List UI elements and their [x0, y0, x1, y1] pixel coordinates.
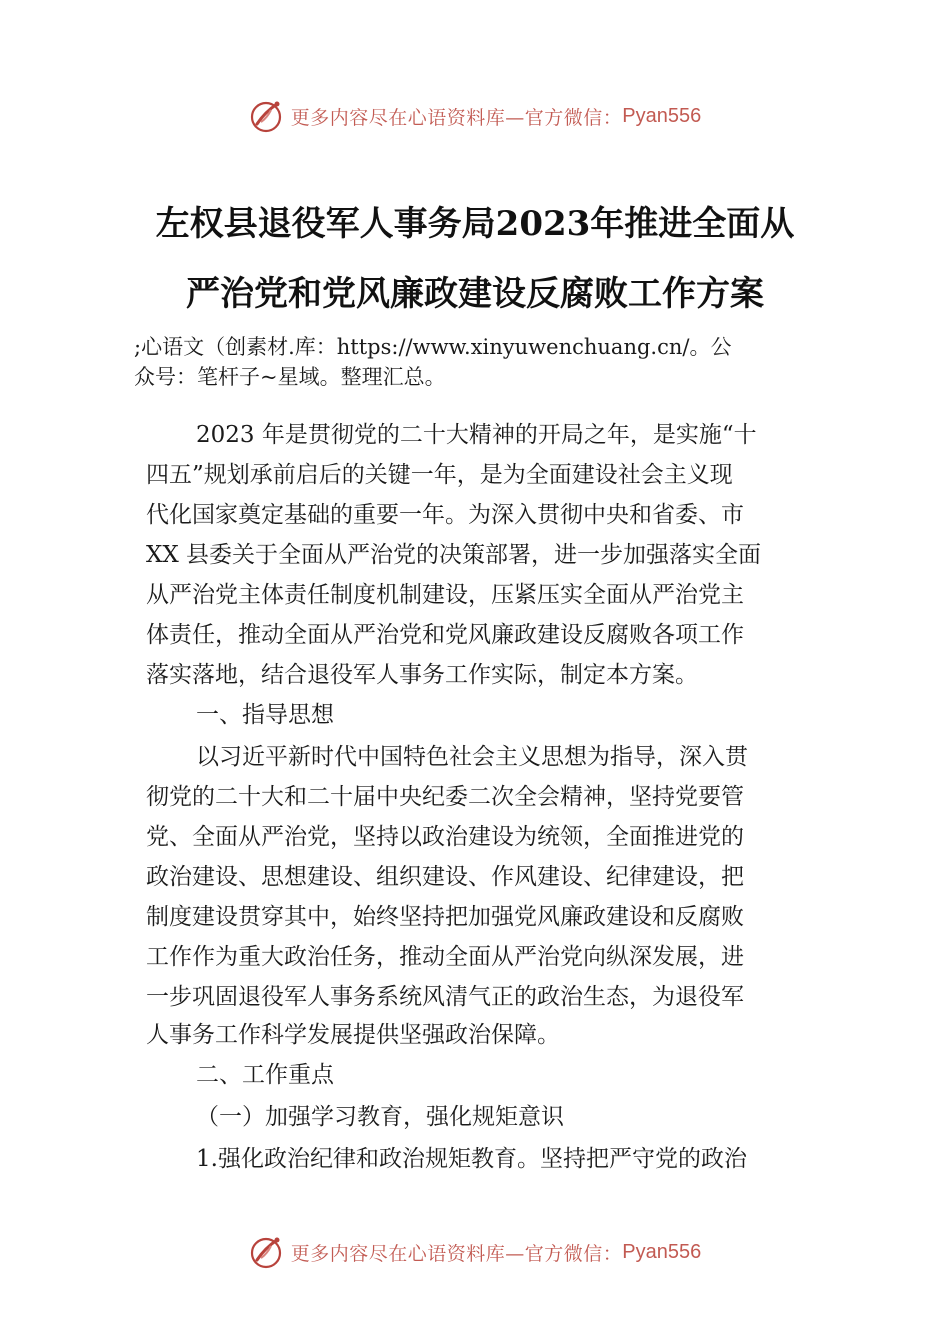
source-note-line-1: ;心语文（创素材.库：https://www.xinyuwenchuang.cn/。公 — [134, 335, 732, 359]
body-line: 四五”规划承前启后的关键一年，是为全面建设社会主义现 — [146, 462, 733, 488]
document-title-line-2: 严治党和党风廉政建设反腐败工作方案 — [186, 274, 764, 314]
body-line: 党、全面从严治党，坚持以政治建设为统领，全面推进党的 — [146, 824, 744, 850]
body-line: 以习近平新时代中国特色社会主义思想为指导，深入贯 — [196, 744, 748, 770]
body-line: 彻党的二十大和二十届中央纪委二次全会精神，坚持党要管 — [146, 784, 744, 810]
body-line: XX 县委关于全面从严治党的决策部署，进一步加强落实全面 — [146, 542, 762, 568]
brush-logo-icon — [249, 1234, 285, 1270]
section-heading-2: 二、工作重点 — [196, 1062, 334, 1088]
body-line: 人事务工作科学发展提供坚强政治保障。 — [146, 1022, 560, 1048]
section-heading-1: 一、指导思想 — [196, 702, 334, 728]
body-line: 从严治党主体责任制度机制建设，压紧压实全面从严治党主 — [146, 582, 744, 608]
body-line: 代化国家奠定基础的重要一年。为深入贯彻中央和省委、市 — [146, 502, 744, 528]
body-line: 工作作为重大政治任务，推动全面从严治党向纵深发展，进 — [146, 944, 744, 970]
body-line: 体责任，推动全面从严治党和党风廉政建设反腐败各项工作 — [146, 622, 744, 648]
banner-wechat-id: Pyan556 — [622, 104, 702, 127]
body-line: 制度建设贯穿其中，始终坚持把加强党风廉政建设和反腐败 — [146, 904, 744, 930]
source-note — [134, 332, 834, 392]
body-line: 落实落地，结合退役军人事务工作实际，制定本方案。 — [146, 662, 698, 688]
banner-text: 更多内容尽在心语资料库—官方微信： — [290, 106, 623, 129]
body-line: 政治建设、思想建设、组织建设、作风建设、纪律建设，把 — [146, 864, 744, 890]
banner-wechat-id: Pyan556 — [622, 1240, 702, 1263]
body-line: 1.强化政治纪律和政治规矩教育。坚持把严守党的政治 — [196, 1146, 747, 1172]
source-note-line-2: 众号：笔杆子~星域。整理汇总。 — [134, 365, 446, 389]
footer-watermark-banner — [0, 1232, 950, 1272]
body-line: 一步巩固退役军人事务系统风清气正的政治生态，为退役军 — [146, 984, 744, 1010]
document-title-line-1: 左权县退役军人事务局2023年推进全面从 — [155, 204, 795, 244]
body-line: 2023 年是贯彻党的二十大精神的开局之年，是实施“十 — [196, 422, 757, 448]
brush-logo-icon — [249, 98, 285, 134]
subsection-heading-1: （一）加强学习教育，强化规矩意识 — [196, 1104, 564, 1130]
banner-text: 更多内容尽在心语资料库—官方微信： — [290, 1242, 623, 1265]
header-watermark-banner — [0, 96, 950, 136]
